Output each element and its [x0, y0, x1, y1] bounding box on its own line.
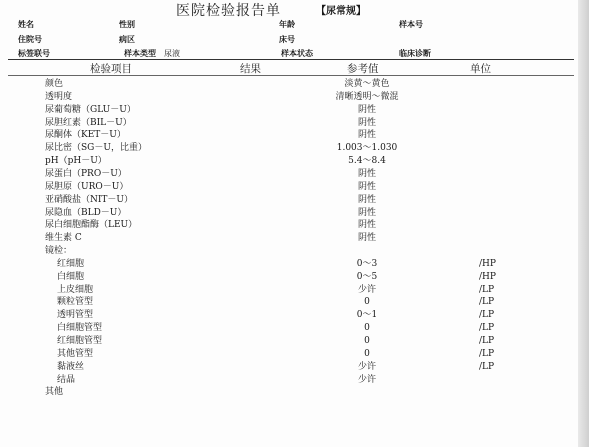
header-divider: [8, 59, 574, 60]
unit-value: /LP: [479, 297, 495, 308]
reference-value: 阴性: [357, 130, 377, 141]
unit-value: /LP: [479, 361, 495, 372]
test-item-name: 颗粒管型: [57, 297, 94, 308]
scan-edge: [578, 0, 589, 447]
test-item-name: 结晶: [57, 374, 76, 385]
sample-type-value: 尿液: [164, 49, 180, 58]
reference-value: 0～1: [356, 310, 378, 321]
unit-value: /HP: [479, 271, 496, 282]
sample-status-label: 样本状态: [281, 48, 313, 58]
test-item-name: 红细胞: [57, 258, 85, 269]
reference-value: 阴性: [357, 220, 377, 231]
barcode-label: 标签联号: [18, 48, 50, 58]
test-item-name: 白细胞管型: [57, 323, 103, 334]
table-row: [0, 232, 578, 245]
column-result-heading: 结果: [240, 63, 261, 75]
test-item-name: 尿酮体（KET－U）: [45, 130, 126, 141]
reference-value: 1.003～1.030: [336, 143, 398, 154]
reference-value: 清晰透明～微混: [335, 91, 399, 102]
reference-value: 0: [364, 348, 370, 359]
unit-value: /LP: [479, 310, 495, 321]
unit-value: /LP: [479, 336, 495, 346]
table-row: [0, 194, 578, 207]
test-item-name: 尿蛋白（PRO－U）: [45, 168, 127, 179]
reference-value: 淡黄～黄色: [344, 79, 390, 89]
table-row: [0, 361, 578, 374]
reference-value: 少许: [357, 374, 377, 385]
reference-value: 少许: [357, 284, 377, 295]
test-item-name: 其他管型: [57, 348, 94, 359]
test-item-name: 尿胆原（URO－U）: [45, 181, 129, 192]
ward-label: 病区: [119, 34, 135, 44]
report-subtitle: 【尿常规】: [316, 6, 366, 17]
reference-value: 阴性: [357, 168, 377, 179]
sample-no-label: 样本号: [399, 19, 423, 29]
table-row: [0, 155, 578, 168]
sex-label: 性别: [119, 19, 135, 29]
test-item-name: 亚硝酸盐（NIT－U）: [45, 194, 134, 205]
table-row: [0, 129, 578, 142]
table-row: [0, 348, 578, 361]
column-item-heading: 检验项目: [90, 63, 132, 75]
table-row: [0, 335, 578, 348]
test-item-name: 尿隐血（BLD－U）: [45, 207, 127, 218]
test-item-name: 尿葡萄糖（GLU－U）: [45, 104, 136, 115]
table-row: [0, 219, 578, 232]
clinical-diagnosis-label: 临床诊断: [399, 48, 431, 58]
name-label: 姓名: [18, 19, 34, 29]
reference-value: 5.4～8.4: [348, 156, 386, 167]
age-label: 年龄: [279, 19, 295, 29]
column-reference-heading: 参考值: [347, 63, 379, 75]
table-row: [0, 104, 578, 117]
table-row: [0, 181, 578, 194]
column-unit-heading: 单位: [470, 63, 491, 75]
bed-no-label: 床号: [279, 34, 295, 44]
test-item-name: 镜检：: [45, 246, 73, 257]
sample-type-label: 样本类型: [124, 48, 156, 58]
inpatient-no-label: 住院号: [18, 34, 42, 44]
reference-value: 少许: [357, 361, 377, 372]
test-item-name: 透明管型: [57, 310, 94, 321]
test-item-name: pH（pH－U）: [45, 156, 107, 167]
table-row: [0, 271, 578, 284]
column-divider: [8, 75, 574, 76]
reference-value: 0: [364, 323, 370, 334]
reference-value: 0～5: [356, 271, 378, 282]
test-item-name: 白细胞: [57, 271, 85, 282]
unit-value: /LP: [479, 348, 495, 359]
table-row: [0, 258, 578, 271]
reference-value: 阴性: [357, 117, 377, 128]
table-row: [0, 78, 578, 91]
table-row: [0, 245, 578, 258]
reference-value: 阴性: [357, 207, 377, 218]
table-row: [0, 117, 578, 130]
table-row: [0, 374, 578, 387]
reference-value: 阴性: [357, 104, 377, 115]
reference-value: 0: [364, 297, 370, 308]
unit-value: /HP: [479, 258, 496, 269]
test-item-name: 尿胆红素（BIL－U）: [45, 117, 132, 128]
unit-value: /LP: [479, 323, 495, 334]
reference-value: 阴性: [357, 194, 377, 205]
test-item-name: 上皮细胞: [57, 284, 94, 295]
reference-value: 阴性: [357, 181, 377, 192]
table-row: [0, 207, 578, 220]
test-item-name: 透明度: [45, 91, 73, 102]
table-row: [0, 168, 578, 181]
test-item-name: 黏液丝: [57, 361, 85, 372]
test-item-name: 维生素 C: [45, 233, 82, 244]
reference-value: 0: [364, 336, 370, 346]
sample-type-field: [124, 48, 180, 59]
unit-value: /LP: [479, 284, 495, 295]
table-row: [0, 296, 578, 309]
test-item-name: 颜色: [45, 79, 64, 89]
table-row: [0, 284, 578, 297]
table-row: [0, 322, 578, 335]
report-title: 医院检验报告单: [176, 3, 281, 19]
test-item-name: 其他: [45, 387, 64, 398]
test-item-name: 尿白细胞酯酶（LEU）: [45, 220, 138, 231]
reference-value: 0～3: [356, 258, 378, 269]
table-row: [0, 309, 578, 322]
table-row: [0, 91, 578, 104]
table-row: [0, 386, 578, 399]
reference-value: 阴性: [357, 233, 377, 244]
table-row: [0, 142, 578, 155]
test-item-name: 红细胞管型: [57, 336, 103, 346]
test-item-name: 尿比密（SG－U，比重）: [45, 143, 147, 154]
